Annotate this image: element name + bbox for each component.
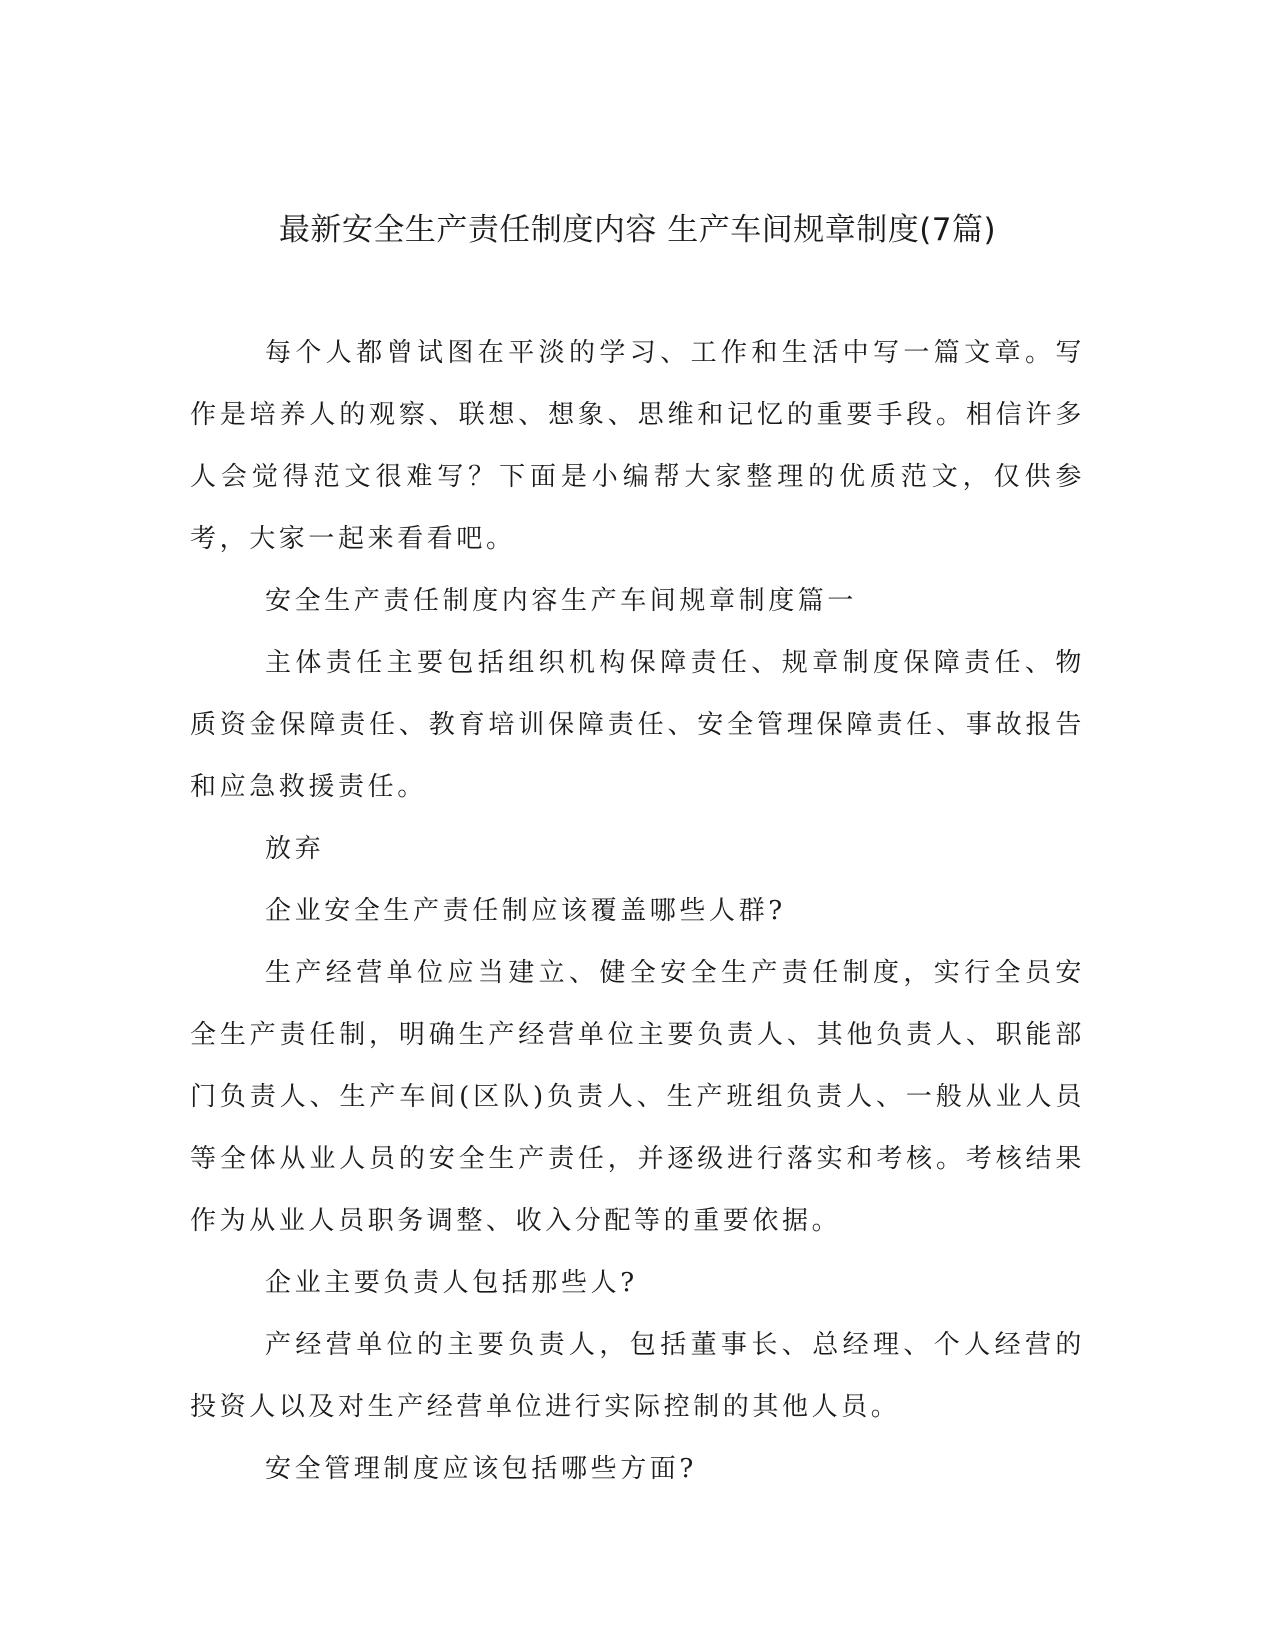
- paragraph-main-responsibilities: 主体责任主要包括组织机构保障责任、规章制度保障责任、物质资金保障责任、教育培训保障责任、安全管理保障责任、事故报告和应急救援责任。: [190, 648, 1085, 802]
- section-heading-part-one: 安全生产责任制度内容生产车间规章制度篇一: [265, 586, 858, 616]
- paragraph-intro: 每个人都曾试图在平淡的学习、工作和生活中写一篇文章。写作是培养人的观察、联想、想象、思维和记忆的重要手段。相信许多人会觉得范文很难写？下面是小编帮大家整理的优质范文，仅供参考，大家一起来看看吧。: [190, 338, 1085, 554]
- document-title: 最新安全生产责任制度内容 生产车间规章制度(7篇): [278, 212, 997, 248]
- paragraph-coverage-answer: 生产经营单位应当建立、健全安全生产责任制度，实行全员安全生产责任制，明确生产经营单位主要负责人、其他负责人、职能部门负责人、生产车间(区队)负责人、生产班组负责人、一般从业人员等全体从业人员的安全生产责任，并逐级进行落实和考核。考核结果作为从业人员职务调整、收入分配等的重要依据。: [190, 958, 1085, 1236]
- paragraph-principal-answer: 产经营单位的主要负责人，包括董事长、总经理、个人经营的投资人以及对生产经营单位进行实际控制的其他人员。: [190, 1330, 1085, 1422]
- document-body: [190, 322, 1085, 1500]
- question-management-system: 安全管理制度应该包括哪些方面?: [265, 1454, 697, 1484]
- question-principal: 企业主要负责人包括那些人?: [265, 1268, 638, 1298]
- question-coverage: 企业安全生产责任制应该覆盖哪些人群?: [265, 896, 786, 926]
- paragraph-abandon: 放弃: [265, 834, 325, 864]
